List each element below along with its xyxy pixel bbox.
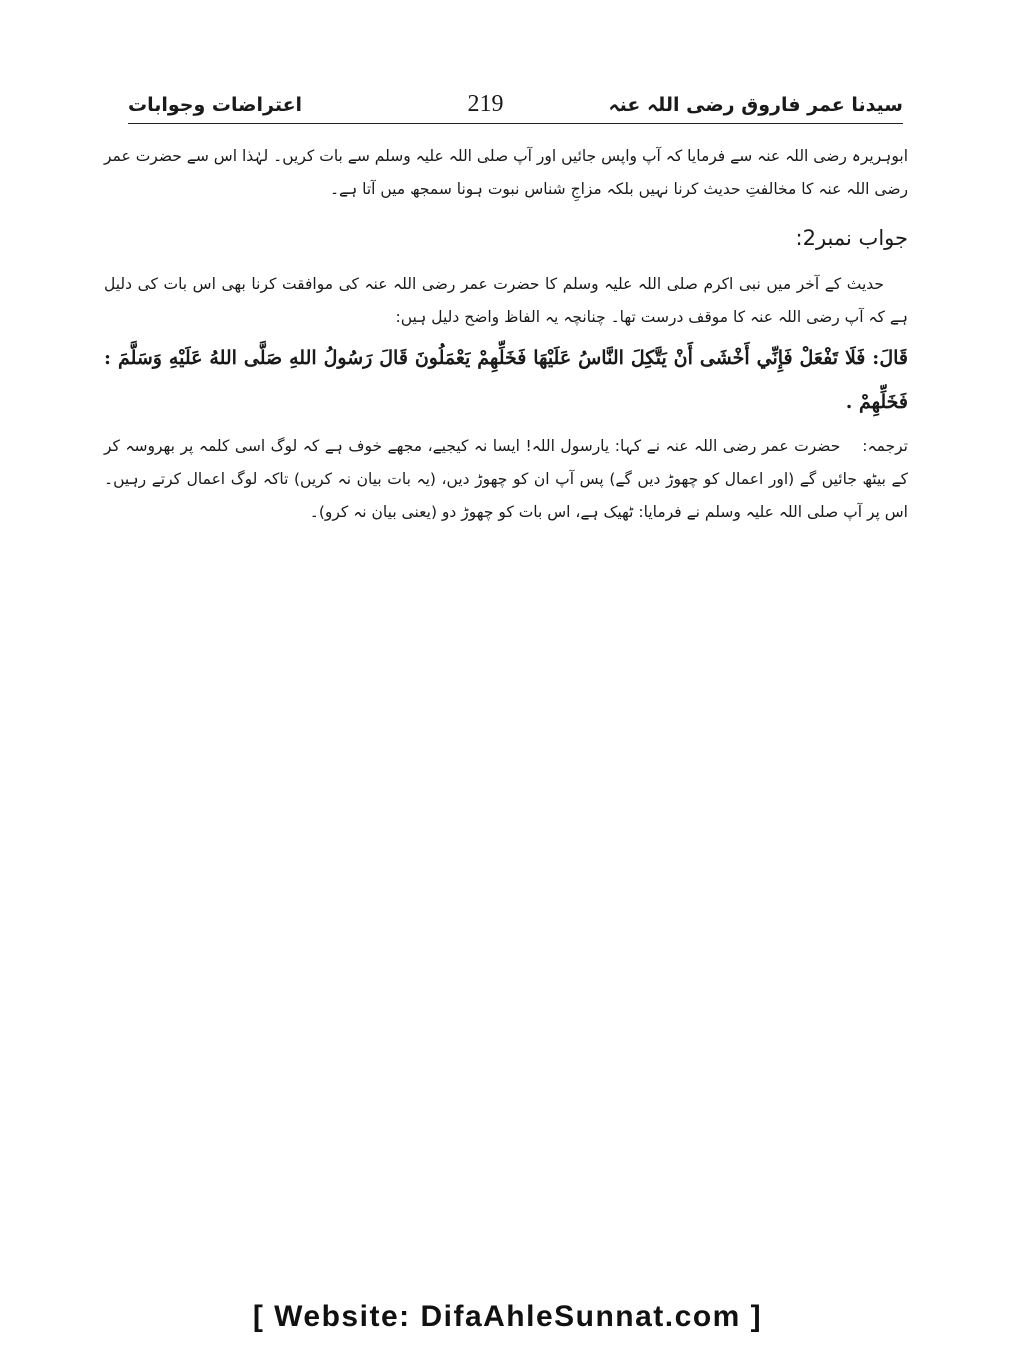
translation-label: ترجمہ: xyxy=(862,437,908,455)
section-title: اعتراضات وجوابات xyxy=(128,94,303,116)
website-footer: [ Website: DifaAhleSunnat.com ] xyxy=(252,1300,763,1333)
page-body xyxy=(104,140,908,529)
arabic-hadith-quote: قَالَ: فَلَا تَفْعَلْ فَإِنِّي أَخْشَى أَنْ يَتَّكِلَ النَّاسُ عَلَيْهَا فَخَلِّهِمْ يَعْمَلُونَ قَالَ رَسُولُ اللهِ صَلَّى اللهُ عَلَيْهِ وَسَلَّمَ : فَخَلِّهِمْ . xyxy=(104,347,908,413)
answer-heading: جواب نمبر2: xyxy=(795,226,908,250)
translation-text: حضرت عمر رضی اللہ عنہ نے کہا: یارسول اللہ! ایسا نہ کیجیے، مجھے خوف ہے کہ لوگ اسی کلمہ پر بھروسہ کر کے بیٹھ جائیں گے (اور اعمال کو چھوڑ دیں گے) پس آپ ان کو چھوڑ دیں، (یہ بات بیان نہ کریں) تاکہ لوگ اعمال کرتے رہیں۔ اس پر آپ صلی اللہ علیہ وسلم نے فرمایا: ٹھیک ہے، اس بات کو چھوڑ دو (یعنی بیان نہ کرو)۔ xyxy=(104,437,908,521)
page-number: 219 xyxy=(467,91,504,117)
header-divider xyxy=(128,123,903,124)
page-header xyxy=(128,84,903,120)
paragraph-2: حدیث کے آخر میں نبی اکرم صلی اللہ علیہ وسلم کا حضرت عمر رضی اللہ عنہ کی موافقت کرنا بھی اس بات کی دلیل ہے کہ آپ رضی اللہ عنہ کا موقف درست تھا۔ چنانچہ یہ الفاظ واضح دلیل ہیں: xyxy=(104,275,908,326)
paragraph-1: ابوہریرہ رضی اللہ عنہ سے فرمایا کہ آپ واپس جائیں اور آپ صلی اللہ علیہ وسلم سے بات کریں۔ لہٰذا اس سے حضرت عمر رضی اللہ عنہ کا مخالفتِ حدیث کرنا نہیں بلکہ مزاجِ شناس نبوت ہونا سمجھ میں آتا ہے۔ xyxy=(104,147,908,198)
translation-paragraph xyxy=(104,430,908,529)
book-title: سیدنا عمر فاروق رضی اللہ عنہ xyxy=(608,94,903,116)
